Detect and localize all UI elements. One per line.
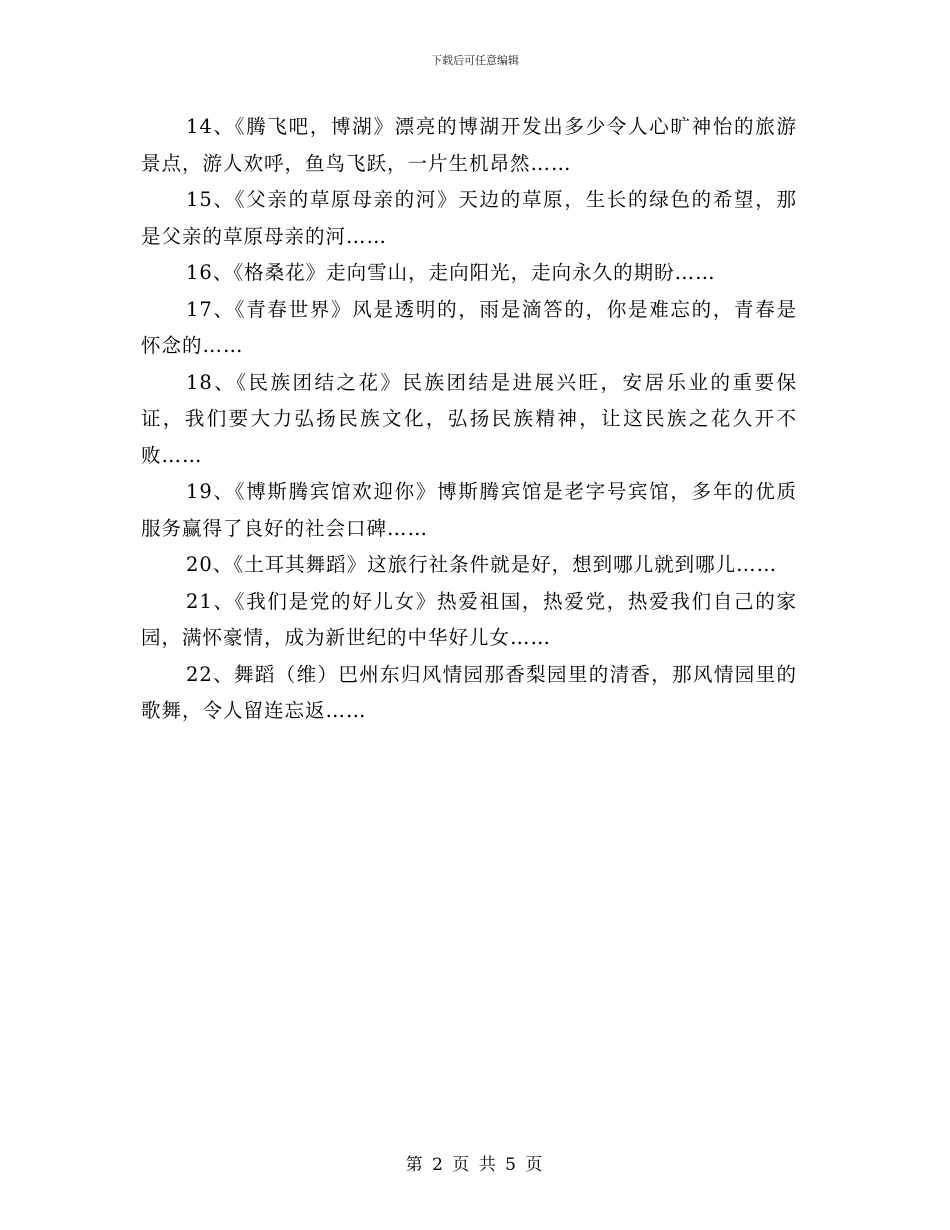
paragraph-15: 15、《父亲的草原母亲的河》天边的草原，生长的绿色的希望，那是父亲的草原母亲的河……: [141, 188, 797, 248]
paragraph-18: 18、《民族团结之花》民族团结是进展兴旺，安居乐业的重要保证，我们要大力弘扬民族文化，弘扬民族精神，让这民族之花久开不败……: [141, 370, 797, 467]
paragraph-19: 19、《博斯腾宾馆欢迎你》博斯腾宾馆是老字号宾馆，多年的优质服务赢得了良好的社会口碑……: [141, 480, 797, 540]
paragraph-14: 14、《腾飞吧，博湖》漂亮的博湖开发出多少令人心旷神怡的旅游景点，游人欢呼，鱼鸟飞跃，一片生机昂然……: [141, 115, 797, 175]
page-number-footer: 第 2 页 共 5 页: [405, 1155, 545, 1175]
paragraph-16: 16、《格桑花》走向雪山，走向阳光，走向永久的期盼……: [186, 261, 716, 284]
paragraph-20: 20、《土耳其舞蹈》这旅行社条件就是好，想到哪儿就到哪儿……: [186, 553, 778, 576]
paragraph-21: 21、《我们是党的好儿女》热爱祖国，热爱党，热爱我们自己的家园，满怀豪情，成为新世纪的中华好儿女……: [141, 589, 797, 649]
page-header: 下载后可任意编辑: [431, 54, 519, 67]
paragraph-22: 22、舞蹈（维）巴州东归风情园那香梨园里的清香，那风情园里的歌舞，令人留连忘返……: [141, 662, 797, 722]
paragraph-17: 17、《青春世界》风是透明的，雨是滴答的，你是难忘的，青春是怀念的……: [141, 297, 797, 357]
document-body: [141, 109, 797, 730]
